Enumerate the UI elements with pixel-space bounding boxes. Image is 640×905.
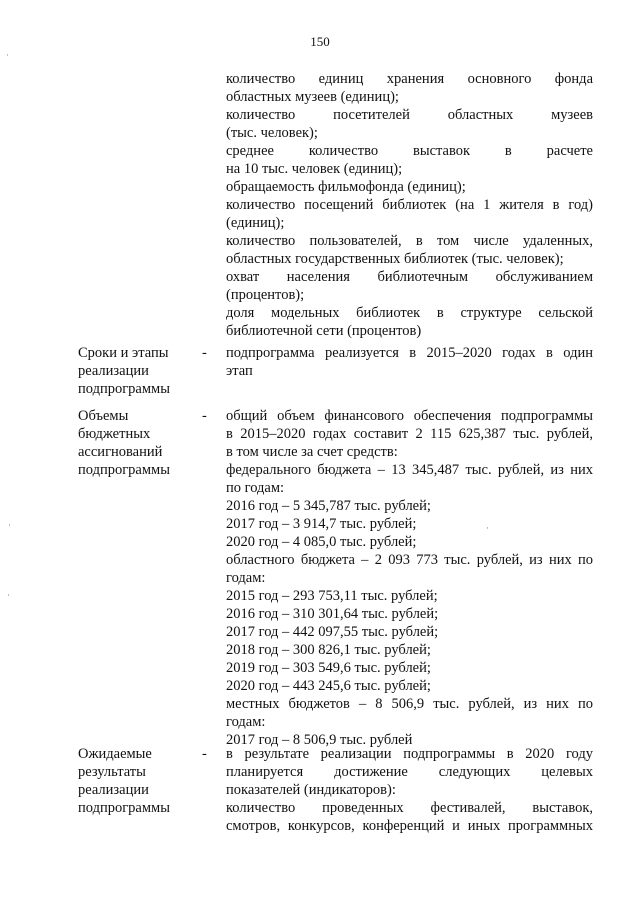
content-line: среднее количество выставок в расчете <box>226 143 593 159</box>
content-line: количество посетителей областных музеев <box>226 107 593 123</box>
content-line: 2017 год – 8 506,9 тыс. рублей <box>226 732 413 748</box>
label-line: подпрограммы <box>78 381 170 397</box>
scan-mark: · <box>7 590 10 600</box>
content-line: библиотечной сети (процентов) <box>226 323 422 339</box>
content-line: 2016 год – 310 301,64 тыс. рублей; <box>226 606 439 622</box>
content-line: охват населения библиотечным обслуживанием <box>226 269 593 285</box>
content-line: 2020 год – 443 245,6 тыс. рублей; <box>226 678 431 694</box>
content-line: количество посещений библиотек (на 1 жителя в год) <box>226 197 593 213</box>
scan-mark: · <box>486 523 489 533</box>
content-line: 2017 год – 3 914,7 тыс. рублей; <box>226 516 417 532</box>
content-line: подпрограмма реализуется в 2015–2020 годах в один <box>226 345 593 361</box>
content-line: доля модельных библиотек в структуре сельской <box>226 305 593 321</box>
section-dash: - <box>202 345 207 361</box>
content-line: этап <box>226 363 253 379</box>
indicators-continuation-text <box>226 70 593 340</box>
content-line: смотров, конкурсов, конференций и иных программных <box>226 818 593 834</box>
label-line: подпрограммы <box>78 800 170 816</box>
content-line: планируется достижение следующих целевых <box>226 764 593 780</box>
content-line: в том числе за счет средств: <box>226 444 398 460</box>
content-line: 2019 год – 303 549,6 тыс. рублей; <box>226 660 431 676</box>
content-line: количество проведенных фестивалей, выставок, <box>226 800 593 816</box>
content-line: показателей (индикаторов): <box>226 782 396 798</box>
content-line: федерального бюджета – 13 345,487 тыс. рублей, из них <box>226 462 593 478</box>
label-line: реализации <box>78 782 149 798</box>
content-line: 2015 год – 293 753,11 тыс. рублей; <box>226 588 438 604</box>
content-line: областных музеев (единиц); <box>226 89 399 105</box>
content-line: 2017 год – 442 097,55 тыс. рублей; <box>226 624 439 640</box>
page-number: 150 <box>310 34 330 49</box>
label-line: Ожидаемые <box>78 746 152 762</box>
content-line: на 10 тыс. человек (единиц); <box>226 161 403 177</box>
label-line: результаты <box>78 764 146 780</box>
expected-results-section-text <box>226 745 593 835</box>
content-line: (единиц); <box>226 215 285 231</box>
label-line: Объемы <box>78 408 129 424</box>
expected-results-section-label <box>78 745 198 817</box>
section-dash: - <box>202 408 207 424</box>
content-line: в 2015–2020 годах составит 2 115 625,387 тыс. рублей, <box>226 426 593 442</box>
content-line: 2018 год – 300 826,1 тыс. рублей; <box>226 642 431 658</box>
content-line: 2020 год – 4 085,0 тыс. рублей; <box>226 534 417 550</box>
content-line: (процентов); <box>226 287 305 303</box>
timeline-section-label <box>78 344 198 398</box>
timeline-section-text <box>226 344 593 380</box>
content-line: областных государственных библиотек (тыс. человек); <box>226 251 564 267</box>
label-line: подпрограммы <box>78 462 170 478</box>
content-line: 2016 год – 5 345,787 тыс. рублей; <box>226 498 431 514</box>
content-line: по годам: <box>226 480 285 496</box>
content-line: количество единиц хранения основного фонда <box>226 71 593 87</box>
label-line: ассигнований <box>78 444 163 460</box>
content-line: годам: <box>226 714 266 730</box>
content-line: обращаемость фильмофонда (единиц); <box>226 179 466 195</box>
scan-mark: · <box>6 50 9 60</box>
content-line: областного бюджета – 2 093 773 тыс. рублей, из них по <box>226 552 593 568</box>
budget-section-text <box>226 407 593 749</box>
content-line: (тыс. человек); <box>226 125 318 141</box>
content-line: местных бюджетов – 8 506,9 тыс. рублей, из них по <box>226 696 593 712</box>
section-dash: - <box>202 746 207 762</box>
content-line: общий объем финансового обеспечения подпрограммы <box>226 408 593 424</box>
label-line: реализации <box>78 363 149 379</box>
label-line: бюджетных <box>78 426 151 442</box>
budget-section-label <box>78 407 198 479</box>
label-line: Сроки и этапы <box>78 345 169 361</box>
content-line: годам: <box>226 570 266 586</box>
content-line: количество пользователей, в том числе удаленных, <box>226 233 593 249</box>
scan-mark: · <box>8 520 11 530</box>
content-line: в результате реализации подпрограммы в 2020 году <box>226 746 593 762</box>
